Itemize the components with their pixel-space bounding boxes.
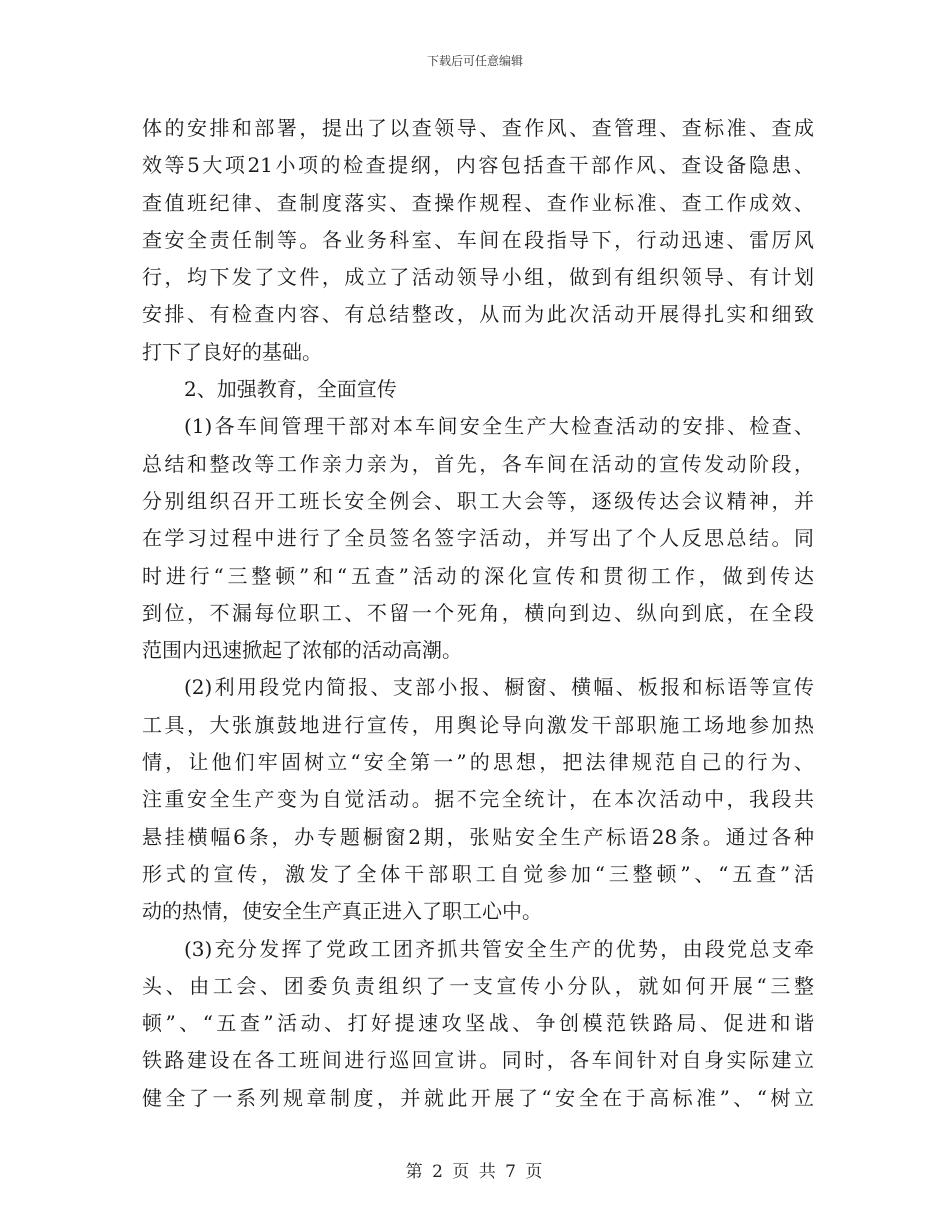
text-line: 悬挂横幅6条，办专题橱窗2期，张贴安全生产标语28条。通过各种 [142,824,814,849]
text-line: 铁路建设在各工班间进行巡回宣讲。同时，各车间针对自身实际建立 [142,1048,814,1073]
text-line: 分别组织召开工班长安全例会、职工大会等，逐级传达会议精神，并 [142,488,814,513]
text-line: 情，让他们牢固树立“安全第一”的思想，把法律规范自己的行为、 [142,750,814,775]
text-line: 安排、有检查内容、有总结整改，从而为此次活动开展得扎实和细致 [142,302,814,327]
text-line: 健全了一系列规章制度，并就此开展了“安全在于高标准”、“树立 [142,1085,814,1110]
text-line: (2)利用段党内简报、支部小报、橱窗、横幅、板报和标语等宣传 [184,675,814,700]
text-line: 效等5大项21小项的检查提纲，内容包括查干部作风、查设备隐患、 [142,153,814,178]
document-body [142,110,814,1117]
text-line: 形式的宣传，激发了全体干部职工自觉参加“三整顿”、“五查”活 [142,861,814,886]
text-line: 头、由工会、团委负责组织了一支宣传小分队，就如何开展“三整 [142,973,814,998]
text-line: 工具，大张旗鼓地进行宣传，用舆论导向激发干部职施工场地参加热 [142,712,814,737]
text-line: 总结和整改等工作亲力亲为，首先，各车间在活动的宣传发动阶段， [142,451,814,476]
text-line: 打下了良好的基础。 [142,339,322,364]
text-line: 注重安全生产变为自觉活动。据不完全统计，在本次活动中，我段共 [142,787,814,812]
text-line: 在学习过程中进行了全员签名签字活动，并写出了个人反思总结。同 [142,526,814,551]
text-line: 行，均下发了文件，成立了活动领导小组，做到有组织领导、有计划 [142,265,814,290]
page-number-footer: 第 2 页 共 7 页 [405,1162,545,1182]
text-line: 查值班纪律、查制度落实、查操作规程、查作业标准、查工作成效、 [142,190,814,215]
text-line: 到位，不漏每位职工、不留一个死角，横向到边、纵向到底，在全段 [142,600,814,625]
text-line: 查安全责任制等。各业务科室、车间在段指导下，行动迅速、雷厉风 [142,227,814,252]
section-heading: 2、加强教育，全面宣传 [184,377,397,402]
text-line: (3)充分发挥了党政工团齐抓共管安全生产的优势，由段党总支牵 [184,936,814,961]
text-line: (1)各车间管理干部对本车间安全生产大检查活动的安排、检查、 [184,414,814,439]
page-header: 下载后可任意编辑 [426,54,523,68]
text-line: 体的安排和部署，提出了以查领导、查作风、查管理、查标准、查成 [142,116,814,140]
text-line: 范围内迅速掀起了浓郁的活动高潮。 [142,638,462,663]
text-line: 动的热情，使安全生产真正进入了职工心中。 [142,899,542,924]
text-line: 顿”、“五查”活动、打好提速攻坚战、争创模范铁路局、促进和谐 [142,1011,814,1036]
text-line: 时进行“三整顿”和“五查”活动的深化宣传和贯彻工作，做到传达 [142,563,814,588]
